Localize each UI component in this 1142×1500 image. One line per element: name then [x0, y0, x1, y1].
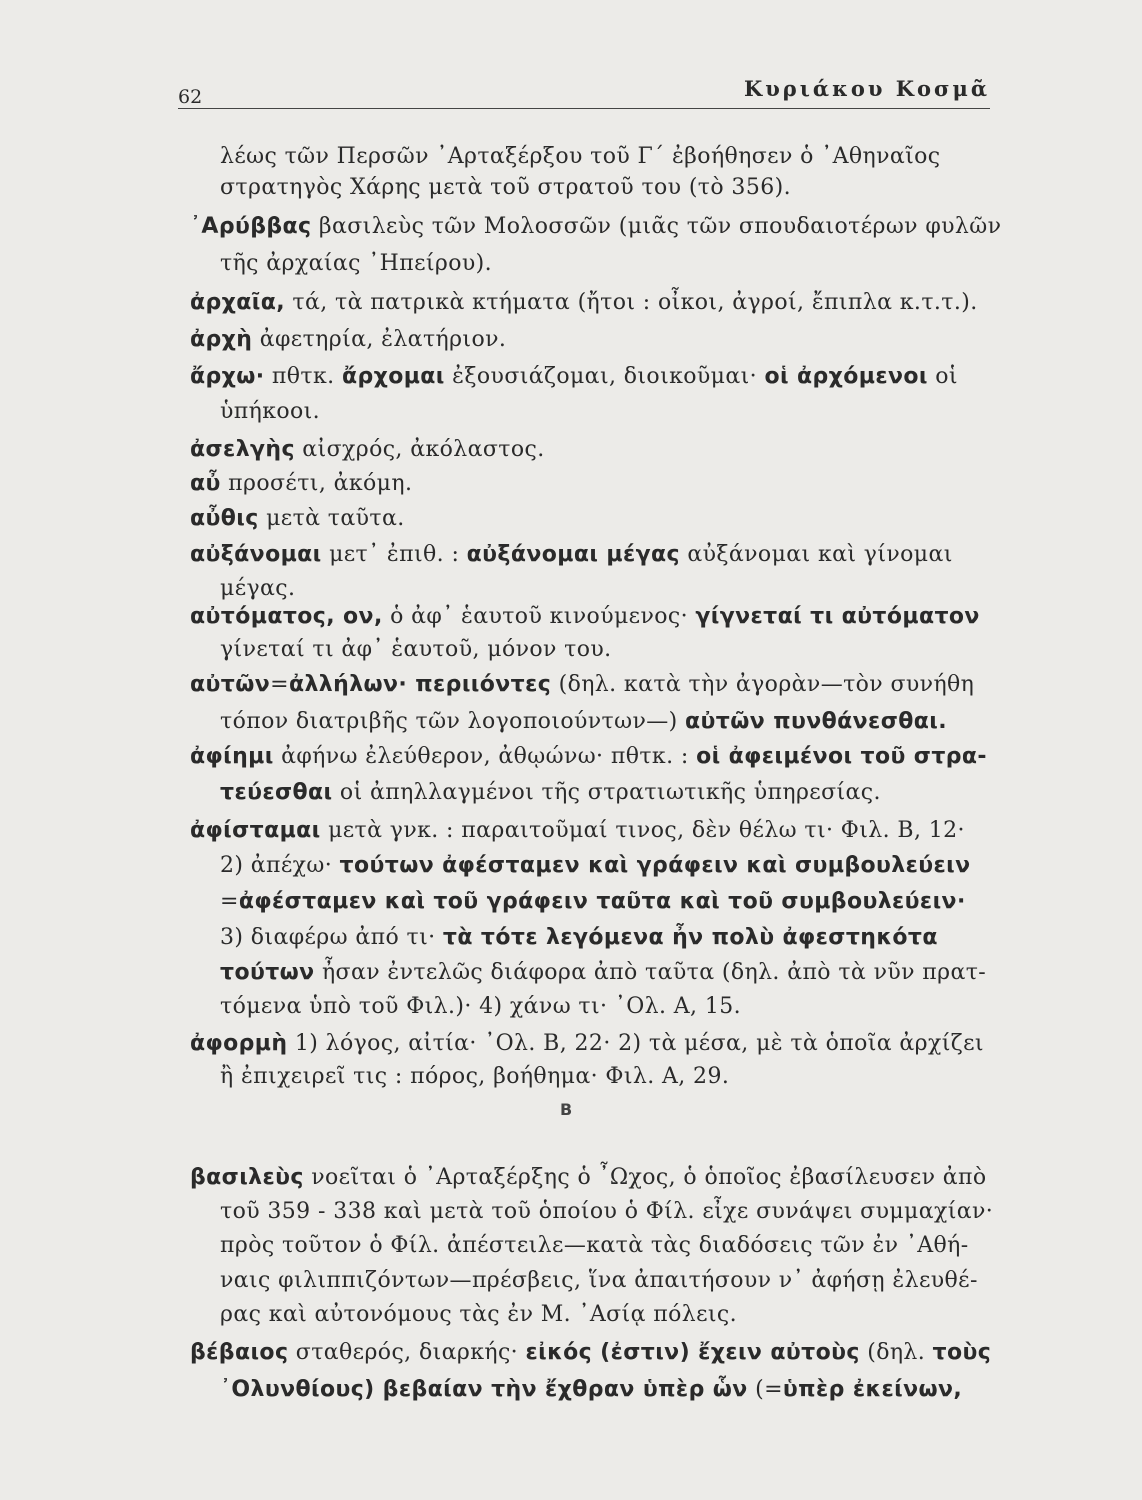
headword: ἀσελγὴς — [190, 437, 295, 462]
text-line: αὖθις μετὰ ταῦτα. — [190, 506, 405, 531]
text-line: =ἀφέσταμεν καὶ τοῦ γράφειν ταῦτα καὶ τοῦ συμβουλεύειν· — [220, 889, 966, 914]
text-line: τόπον διατριβῆς τῶν λογοποιούντων—) αὐτῶν πυνθάνεσθαι. — [220, 709, 947, 734]
text-line: ἀσελγὴς αἰσχρός, ἀκόλαστος. — [190, 437, 545, 462]
text-line: ᾿Ολυνθίους) βεβαίαν τὴν ἔχθραν ὑπὲρ ὧν (=ὑπὲρ ἐκείνων, — [220, 1377, 963, 1402]
text-line: ρας καὶ αὐτονόμους τὰς ἐν Μ. ᾿Ασίᾳ πόλεις. — [220, 1302, 738, 1327]
headword: ἀφορμὴ — [190, 1031, 288, 1056]
headword: αὖ — [190, 471, 221, 496]
headword: οἱ ἀρχόμενοι — [764, 364, 928, 389]
text-line: αὐτόματος, ον, ὁ ἀφ᾿ ἑαυτοῦ κινούμενος· γίγνεταί τι αὐτόματον — [190, 604, 980, 629]
text-line: ἀρχὴ ἀφετηρία, ἐλατήριον. — [190, 327, 507, 352]
headword: ἄρχω· — [190, 364, 265, 389]
headword: τὰ τότε λεγόμενα ἦν πολὺ ἀφεστηκότα — [442, 925, 938, 950]
text-line: τῆς ἀρχαίας ᾿Ηπείρου). — [220, 251, 493, 276]
headword: ᾿Αρύββας — [190, 214, 312, 239]
text-line: αὐτῶν=ἀλλήλων· περιιόντες (δηλ. κατὰ τὴν ἀγορὰν—τὸν συνήθη — [190, 672, 975, 697]
headword: ὑπὲρ ἐκείνων, — [782, 1377, 963, 1402]
page-header — [178, 72, 990, 109]
text-line: λέως τῶν Περσῶν ᾿Αρταξέρξου τοῦ Γ´ ἐβοήθησεν ὁ ᾿Αθηναῖος — [220, 144, 941, 169]
headword: τεύεσθαι — [220, 780, 333, 805]
text-line: βασιλεὺς νοεῖται ὁ ᾿Αρταξέρξης ὁ ῏Ωχος, ὁ ὁποῖος ἐβασίλευσεν ἀπὸ — [190, 1165, 987, 1190]
text-line: βέβαιος σταθερός, διαρκής· εἰκός (ἐστιν) ἔχειν αὐτοὺς (δηλ. τοὺς — [190, 1340, 992, 1365]
headword: ἄρχομαι — [341, 364, 445, 389]
text-line: 3) διαφέρω ἀπό τι· τὰ τότε λεγόμενα ἦν πολὺ ἀφεστηκότα — [220, 925, 938, 950]
text-line: στρατηγὸς Χάρης μετὰ τοῦ στρατοῦ του (τὸ 356). — [220, 175, 791, 200]
text-line: ἀφίημι ἀφήνω ἐλεύθερον, ἀθῳώνω· πθτκ. : οἱ ἀφειμένοι τοῦ στρα- — [190, 744, 987, 769]
running-head: Κυριάκου Κοσμᾶ — [743, 76, 990, 101]
text-line: ᾿Αρύββας βασιλεὺς τῶν Μολοσσῶν (μιᾶς τῶν σπουδαιοτέρων φυλῶν — [190, 214, 1002, 239]
headword: εἰκός (ἐστιν) ἔχειν αὐτοὺς — [525, 1340, 860, 1365]
headword: ἀλλήλων· περιιόντες — [288, 672, 552, 697]
section-letter: Β — [560, 1100, 573, 1119]
text-line: ἀρχαῖα, τά, τὰ πατρικὰ κτήματα (ἤτοι : οἶκοι, ἀγροί, ἔπιπλα κ.τ.τ.). — [190, 290, 978, 315]
text-line: τεύεσθαι οἱ ἀπηλλαγμένοι τῆς στρατιωτικῆς ὑπηρεσίας. — [220, 780, 881, 805]
headword: ἀφέσταμεν καὶ τοῦ γράφειν ταῦτα καὶ τοῦ συμβουλεύειν· — [238, 889, 966, 914]
headword: αὐξάνομαι — [190, 542, 322, 567]
headword: αὐτῶν πυνθάνεσθαι. — [685, 709, 947, 734]
headword: βέβαιος — [190, 1340, 289, 1365]
headword: βασιλεὺς — [190, 1165, 304, 1190]
text-line: τούτων ἦσαν ἐντελῶς διάφορα ἀπὸ ταῦτα (δηλ. ἀπὸ τὰ νῦν πρατ- — [220, 960, 987, 985]
text-line: ὑπήκοοι. — [220, 399, 321, 424]
headword: τοὺς — [932, 1340, 992, 1365]
text-line: τόμενα ὑπὸ τοῦ Φιλ.)· 4) χάνω τι· ᾿Ολ. Α, 15. — [220, 994, 742, 1019]
headword: αὐξάνομαι μέγας — [466, 542, 680, 567]
text-line: τοῦ 359 - 338 καὶ μετὰ τοῦ ὁποίου ὁ Φίλ. εἶχε συνάψει συμμαχίαν· — [220, 1199, 994, 1224]
headword: τούτων ἀφέσταμεν καὶ γράφειν καὶ συμβουλεύειν — [339, 853, 971, 878]
headword: ἀρχαῖα, — [190, 290, 286, 315]
text-line: αὖ προσέτι, ἀκόμη. — [190, 471, 413, 496]
headword: ἀφίσταμαι — [190, 818, 321, 843]
headword: γίγνεταί τι αὐτόματον — [695, 604, 980, 629]
page-number: 62 — [178, 86, 203, 108]
headword: οἱ ἀφειμένοι τοῦ στρα- — [696, 744, 987, 769]
text-line: ἄρχω· πθτκ. ἄρχομαι ἐξουσιάζομαι, διοικοῦμαι· οἱ ἀρχόμενοι οἱ — [190, 364, 958, 389]
headword: αὖθις — [190, 506, 259, 531]
text-line: μέγας. — [220, 576, 296, 601]
text-line: ἢ ἐπιχειρεῖ τις : πόρος, βοήθημα· Φιλ. Α, 29. — [220, 1064, 730, 1089]
headword: ᾿Ολυνθίους) βεβαίαν τὴν ἔχθραν ὑπὲρ ὧν — [220, 1377, 748, 1402]
headword: ἀρχὴ — [190, 327, 253, 352]
text-line: αὐξάνομαι μετ᾿ ἐπιθ. : αὐξάνομαι μέγας αὐξάνομαι καὶ γίνομαι — [190, 542, 953, 567]
text-line: ἀφορμὴ 1) λόγος, αἰτία· ᾿Ολ. Β, 22· 2) τὰ μέσα, μὲ τὰ ὁποῖα ἀρχίζει — [190, 1031, 984, 1056]
headword: τούτων — [220, 960, 315, 985]
text-line: γίνεταί τι ἀφ᾿ ἑαυτοῦ, μόνον του. — [220, 637, 612, 662]
headword: ἀφίημι — [190, 744, 274, 769]
text-line: ναις φιλιππιζόντων—πρέσβεις, ἵνα ἀπαιτήσουν ν᾿ ἀφήσῃ ἐλευθέ- — [220, 1268, 978, 1293]
text-line: πρὸς τοῦτον ὁ Φίλ. ἀπέστειλε—κατὰ τὰς διαδόσεις τῶν ἐν ᾿Αθή- — [220, 1233, 969, 1258]
text-line: ἀφίσταμαι μετὰ γνκ. : παραιτοῦμαί τινος, δὲν θέλω τι· Φιλ. Β, 12· — [190, 818, 965, 843]
headword: αὐτόματος, ον, — [190, 604, 383, 629]
text-line: 2) ἀπέχω· τούτων ἀφέσταμεν καὶ γράφειν καὶ συμβουλεύειν — [220, 853, 971, 878]
headword: αὐτῶν — [190, 672, 271, 697]
